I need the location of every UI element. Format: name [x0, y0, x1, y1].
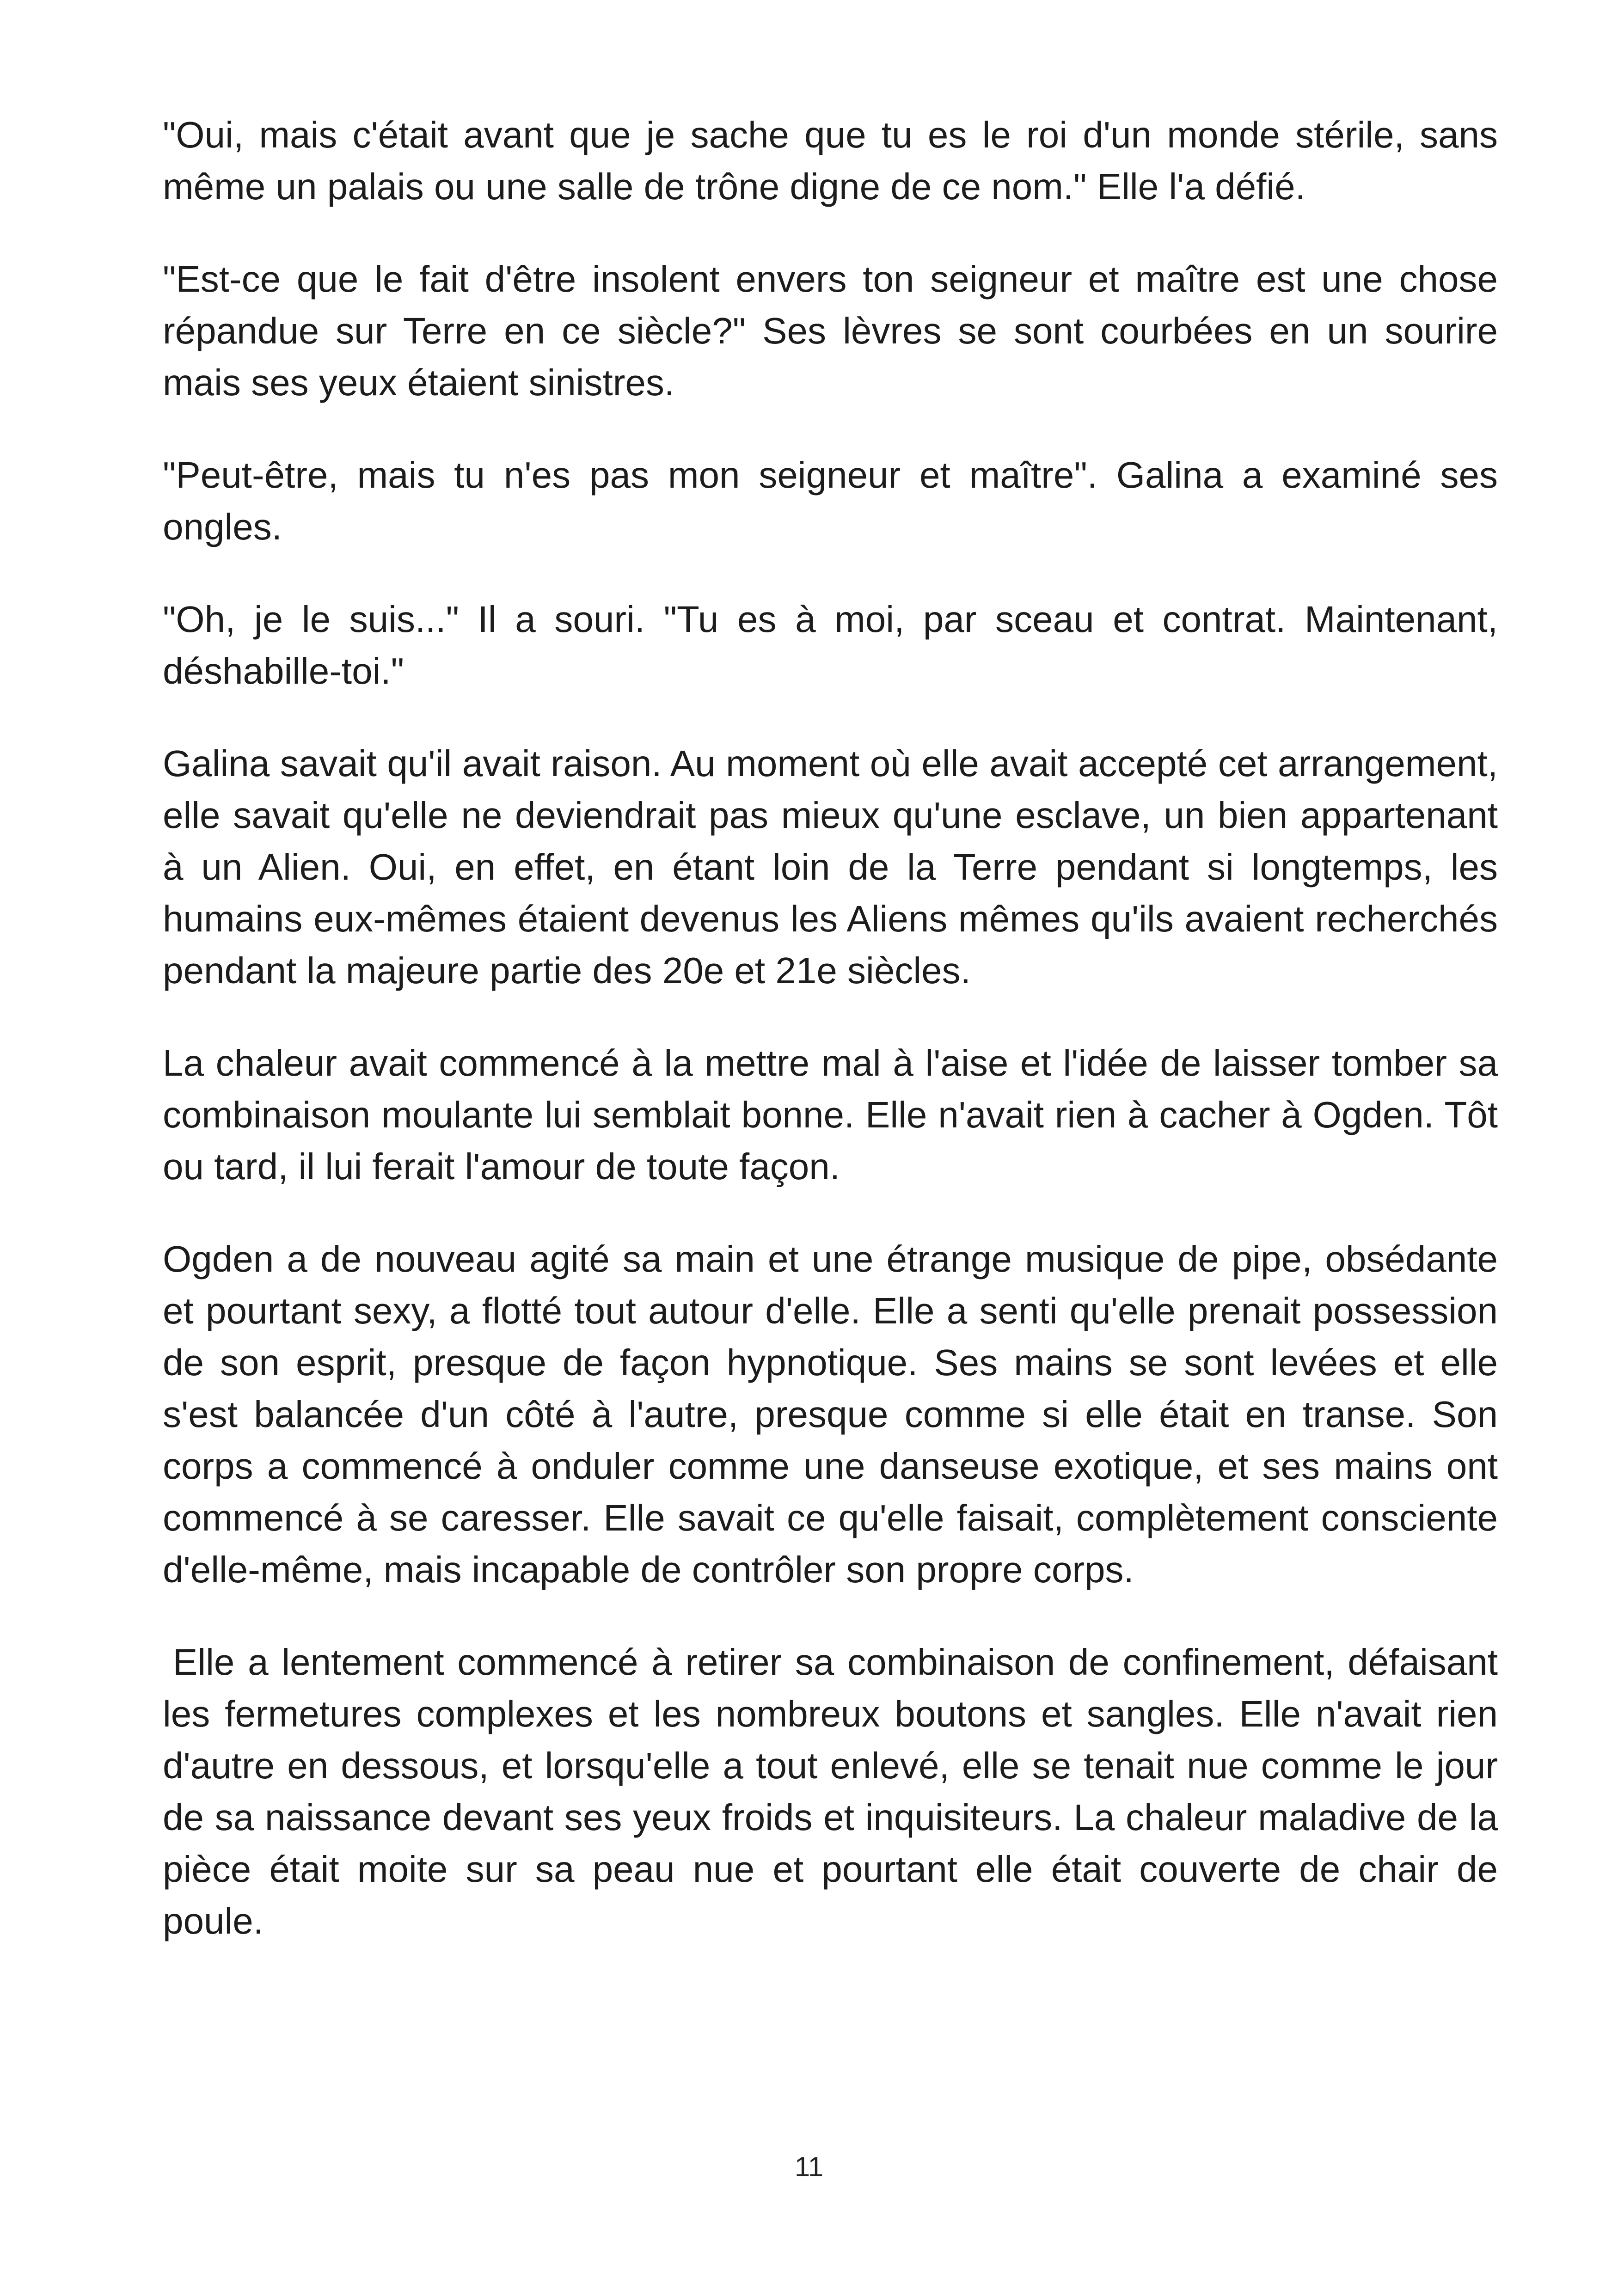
paragraph-4: "Oh, je le suis..." Il a souri. "Tu es à moi, par sceau et contrat. Maintenant, déshabille-toi.": [163, 599, 1498, 692]
paragraph-2: "Est-ce que le fait d'être insolent envers ton seigneur et maître est une chose répandue sur Terre en ce siècle?" Ses lèvres se sont courbées en un sourire mais ses yeux étaient sinistres.: [163, 258, 1498, 403]
paragraph-7: Ogden a de nouveau agité sa main et une étrange musique de pipe, obsédante et pourtant sexy, a flotté tout autour d'elle. Elle a senti qu'elle prenait possession de son esprit, presque de façon hypnotique. Ses mains se sont levées et elle s'est balancée d'un côté à l'autre, presque comme si elle était en transe. Son corps a commencé à onduler comme une danseuse exotique, et ses mains ont commencé à se caresser. Elle savait ce qu'elle faisait, complètement consciente d'elle-même, mais incapable de contrôler son propre corps.: [163, 1238, 1498, 1590]
paragraph-1: "Oui, mais c'était avant que je sache que tu es le roi d'un monde stérile, sans même un palais ou une salle de trône digne de ce nom." Elle l'a défié.: [163, 114, 1498, 207]
page-number: 11: [794, 2151, 824, 2182]
paragraph-8: Elle a lentement commencé à retirer sa combinaison de confinement, défaisant les fermetures complexes et les nombreux boutons et sangles. Elle n'avait rien d'autre en dessous, et lorsqu'elle a tout enlevé, elle se tenait nue comme le jour de sa naissance devant ses yeux froids et inquisiteurs. La chaleur maladive de la pièce était moite sur sa peau nue et pourtant elle était couverte de chair de poule.: [163, 1641, 1498, 1941]
paragraph-6: La chaleur avait commencé à la mettre mal à l'aise et l'idée de laisser tomber sa combinaison moulante lui semblait bonne. Elle n'avait rien à cacher à Ogden. Tôt ou tard, il lui ferait l'amour de toute façon.: [163, 1042, 1498, 1187]
body-text: [163, 109, 1498, 1988]
paragraph-3: "Peut-être, mais tu n'es pas mon seigneur et maître". Galina a examiné ses ongles.: [163, 454, 1498, 547]
paragraph-5: Galina savait qu'il avait raison. Au moment où elle avait accepté cet arrangement, elle savait qu'elle ne deviendrait pas mieux qu'une esclave, un bien appartenant à un Alien. Oui, en effet, en étant loin de la Terre pendant si longtemps, les humains eux-mêmes étaient devenus les Aliens mêmes qu'ils avaient recherchés pendant la majeure partie des 20e et 21e siècles.: [163, 743, 1498, 991]
